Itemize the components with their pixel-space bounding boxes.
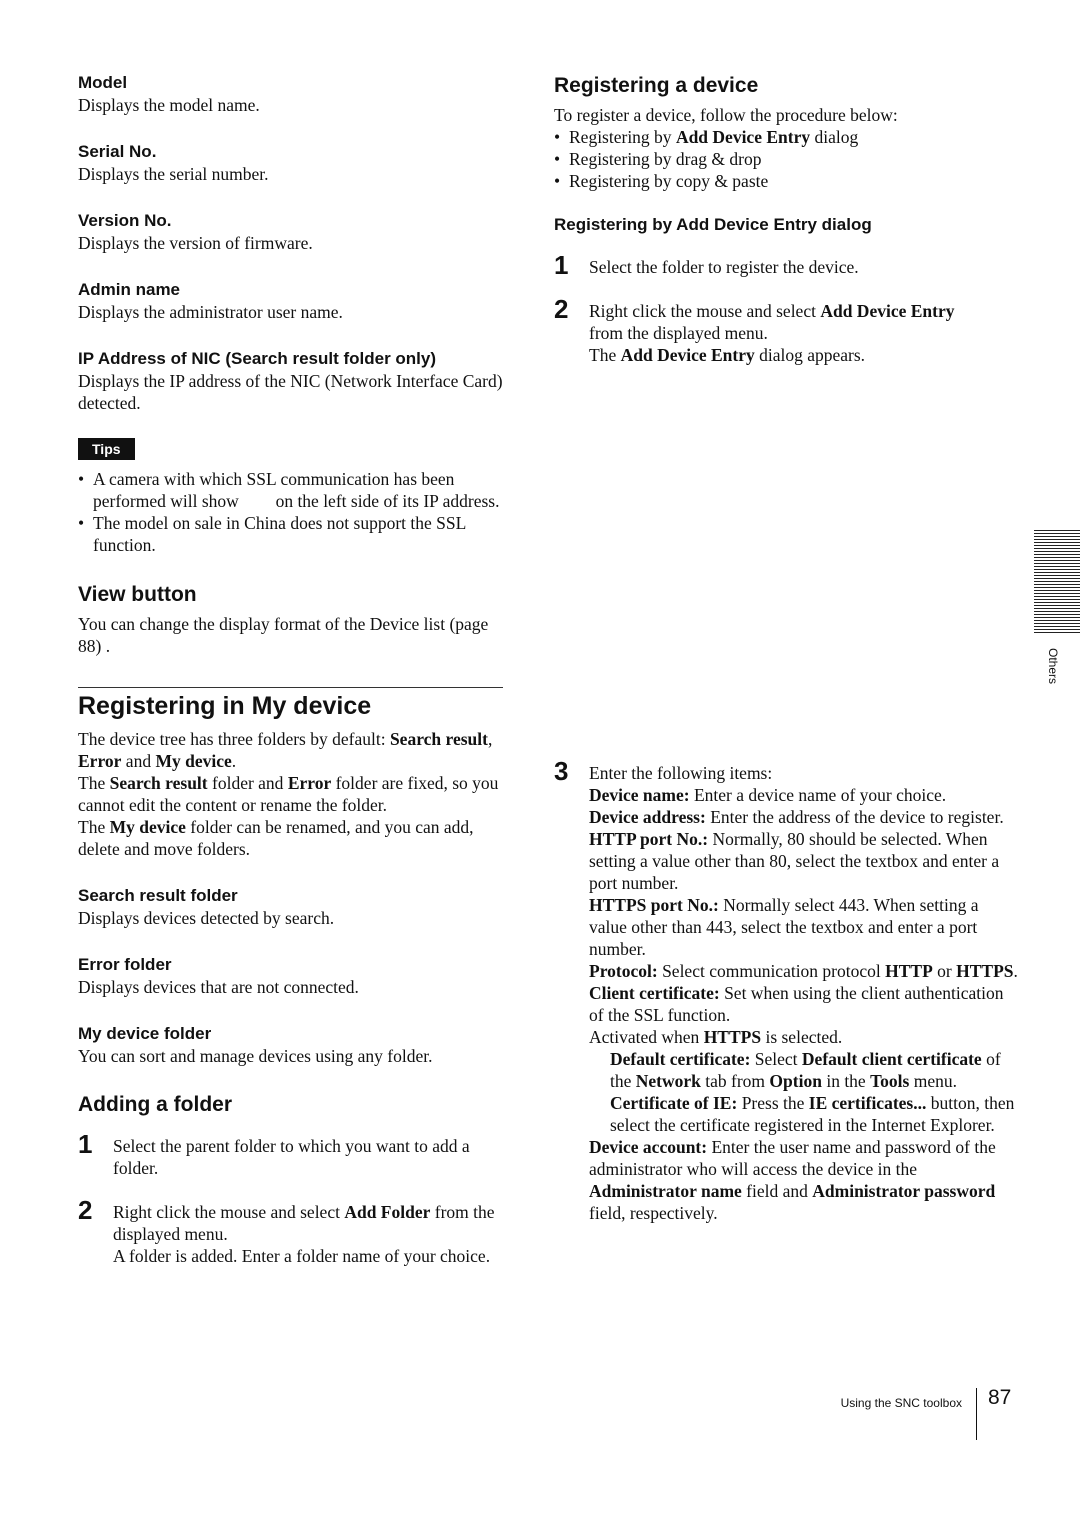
text: from the displayed menu. <box>113 1202 495 1244</box>
method-list <box>554 126 984 192</box>
admin-heading: Admin name <box>78 280 181 299</box>
text-bold: HTTP port No.: <box>589 829 709 849</box>
view-button-section <box>78 581 503 657</box>
method-item: • Registering by drag & drop <box>554 148 984 170</box>
error-folder-desc: Displays devices that are not connected. <box>78 977 359 997</box>
protocol-item <box>589 960 1019 982</box>
text: , <box>487 729 493 749</box>
text: Normally select 443. When setting a value other than 443, select the textbox and enter a port number. <box>589 895 979 959</box>
model-section <box>78 72 503 116</box>
tips-item: • The model on sale in China does not support the SSL function. <box>78 512 503 556</box>
text-bold: HTTPS port No.: <box>589 895 719 915</box>
text-bold: Administrator password <box>812 1181 996 1201</box>
right-column <box>554 72 1018 1223</box>
text-bold: Add Device Entry <box>820 301 955 321</box>
text-bold: Add Device Entry <box>620 345 755 365</box>
text: folder are fixed, so you cannot edit the content or rename the folder. <box>78 773 499 815</box>
text: tab from <box>700 1071 770 1091</box>
text-bold: Device name: <box>589 785 690 805</box>
text-bold: IE certificates... <box>808 1093 927 1113</box>
text: in the <box>821 1071 871 1091</box>
side-tab-stripes <box>1034 530 1080 634</box>
left-column <box>78 72 503 1267</box>
text: Enter the address of the device to register. <box>705 807 1004 827</box>
text: Set when using the client authentication of the SSL function. <box>589 983 1004 1025</box>
step-result: A folder is added. Enter a folder name of your choice. <box>113 1246 491 1266</box>
step-text: Select the parent folder to which you want to add a folder. <box>113 1136 470 1178</box>
text: field, respectively. <box>589 1203 718 1223</box>
text-bold: Search result <box>389 729 488 749</box>
mydevice-folder-desc: You can sort and manage devices using any folder. <box>78 1046 433 1066</box>
text-bold: Add Folder <box>344 1202 431 1222</box>
registering-device-section <box>554 72 984 192</box>
text-bold: Option <box>769 1071 822 1091</box>
method-item <box>554 126 984 148</box>
text-bold: Network <box>635 1071 701 1091</box>
step-number: 2 <box>78 1195 93 1225</box>
text: Right click the mouse and select <box>113 1202 345 1222</box>
text: The <box>589 345 621 365</box>
step-result <box>589 344 984 366</box>
text: Normally, 80 should be selected. When setting a value other than 80, select the textbox and enter a port number. <box>589 829 1000 893</box>
text-bold: Add Device Entry <box>675 127 811 147</box>
step-1 <box>554 250 984 280</box>
error-folder-section <box>78 954 503 998</box>
text: from the displayed menu. <box>589 323 768 343</box>
text: Activated when <box>589 1027 704 1047</box>
search-folder-heading: Search result folder <box>78 886 238 905</box>
error-folder-heading: Error folder <box>78 955 172 974</box>
text: . <box>231 751 237 771</box>
text-bold: Administrator name <box>589 1181 742 1201</box>
registering-device-intro: To register a device, follow the procedure below: <box>554 105 898 125</box>
search-folder-desc: Displays devices detected by search. <box>78 908 335 928</box>
text-bold: Device account: <box>589 1137 708 1157</box>
tips-item-text: on the left side of its IP address. <box>275 491 500 511</box>
text: Select communication protocol <box>657 961 886 981</box>
text: Registering by <box>569 127 676 147</box>
search-folder-section <box>78 885 503 929</box>
version-desc: Displays the version of firmware. <box>78 233 313 253</box>
section-divider <box>78 687 503 688</box>
text-bold: My device <box>155 751 232 771</box>
mydevice-folder-heading: My device folder <box>78 1024 212 1043</box>
https-port-item <box>589 894 1019 960</box>
model-desc: Displays the model name. <box>78 95 260 115</box>
text: . <box>1013 961 1018 981</box>
cert-options <box>589 1048 1019 1136</box>
footer-divider <box>976 1388 977 1440</box>
text: The device tree has three folders by default: <box>78 729 390 749</box>
tips-box <box>78 438 503 556</box>
text-bold: Error <box>78 751 122 771</box>
page-number: 87 <box>988 1386 1012 1409</box>
registering-device-heading: Registering a device <box>554 74 759 97</box>
registering-section <box>78 690 503 860</box>
registering-p1 <box>78 728 503 772</box>
text-bold: My device <box>109 817 186 837</box>
text-bold: Error <box>287 773 332 793</box>
text-bold: Protocol: <box>589 961 658 981</box>
footer-section-name: Using the SNC toolbox <box>840 1396 962 1410</box>
activated-note <box>589 1026 1019 1048</box>
text: field and <box>741 1181 813 1201</box>
text: The <box>78 817 110 837</box>
step-text <box>589 300 984 344</box>
model-heading: Model <box>78 73 128 92</box>
tips-list <box>78 468 503 556</box>
device-account-item <box>589 1136 1019 1224</box>
text: and <box>121 751 156 771</box>
text-bold: Search result <box>109 773 208 793</box>
text: Enter a device name of your choice. <box>689 785 947 805</box>
tips-item-text: A camera with which SSL communication has been performed will show <box>93 469 455 511</box>
text-bold: Certificate of IE: <box>610 1093 738 1113</box>
text-bold: Client certificate: <box>589 983 720 1003</box>
step-number: 1 <box>78 1129 93 1159</box>
device-name-item <box>589 784 1019 806</box>
text: Press the <box>737 1093 809 1113</box>
step-text: Select the folder to register the device. <box>589 257 859 277</box>
http-port-item <box>589 828 1019 894</box>
registering-p2 <box>78 772 503 816</box>
tips-item <box>78 468 503 512</box>
by-dialog-section <box>554 214 984 366</box>
serial-heading: Serial No. <box>78 142 157 161</box>
text: dialog <box>810 127 859 147</box>
serial-section <box>78 141 503 185</box>
text: dialog appears. <box>754 345 866 365</box>
serial-desc: Displays the serial number. <box>78 164 269 184</box>
tips-badge: Tips <box>78 438 135 460</box>
step-2 <box>78 1195 503 1267</box>
view-button-heading: View button <box>78 583 197 606</box>
text: Select <box>750 1049 802 1069</box>
text: or <box>932 961 957 981</box>
step-number: 3 <box>554 756 569 786</box>
step-1 <box>78 1129 503 1179</box>
admin-desc: Displays the administrator user name. <box>78 302 343 322</box>
adding-folder-heading: Adding a folder <box>78 1093 232 1116</box>
version-section <box>78 210 503 254</box>
step-text <box>113 1201 503 1245</box>
version-heading: Version No. <box>78 211 172 230</box>
text-bold: Default certificate: <box>610 1049 751 1069</box>
device-address-item <box>589 806 1019 828</box>
ip-heading: IP Address of NIC (Search result folder only) <box>78 349 437 368</box>
step-text: Enter the following items: <box>589 763 773 783</box>
step-number: 1 <box>554 250 569 280</box>
text: folder and <box>207 773 288 793</box>
text: is selected. <box>761 1027 843 1047</box>
ip-section <box>78 348 503 414</box>
text-bold: Default client certificate <box>801 1049 982 1069</box>
text-bold: HTTPS <box>956 961 1014 981</box>
registering-heading: Registering in My device <box>78 692 372 720</box>
ip-desc: Displays the IP address of the NIC (Network Interface Card) detected. <box>78 371 503 413</box>
text: folder can be renamed, and you can add, delete and move folders. <box>78 817 474 859</box>
text-bold: Device address: <box>589 807 706 827</box>
adding-folder-section <box>78 1091 503 1267</box>
step-number: 2 <box>554 294 569 324</box>
text-bold: HTTPS <box>703 1027 762 1047</box>
text: Enter the user name and password of the administrator who will access the device in the <box>589 1137 996 1179</box>
registering-p3 <box>78 816 503 860</box>
text: button, then select the certificate registered in the Internet Explorer. <box>610 1093 1015 1135</box>
by-dialog-heading: Registering by Add Device Entry dialog <box>554 215 872 234</box>
mydevice-folder-section <box>78 1023 503 1067</box>
text: of the <box>610 1049 1001 1091</box>
text-bold: Tools <box>870 1071 910 1091</box>
method-item: • Registering by copy & paste <box>554 170 984 192</box>
ie-cert-item <box>610 1092 1019 1136</box>
admin-section <box>78 279 503 323</box>
step-3 <box>554 756 1019 1224</box>
text-bold: HTTP <box>885 961 933 981</box>
text: menu. <box>909 1071 957 1091</box>
view-button-desc: You can change the display format of the Device list (page 88) . <box>78 614 489 656</box>
step-2 <box>554 294 984 366</box>
default-cert-item <box>610 1048 1019 1092</box>
text: The <box>78 773 110 793</box>
text: Right click the mouse and select <box>589 301 821 321</box>
client-cert-item <box>589 982 1019 1026</box>
side-tab-label: Others <box>1046 648 1060 685</box>
